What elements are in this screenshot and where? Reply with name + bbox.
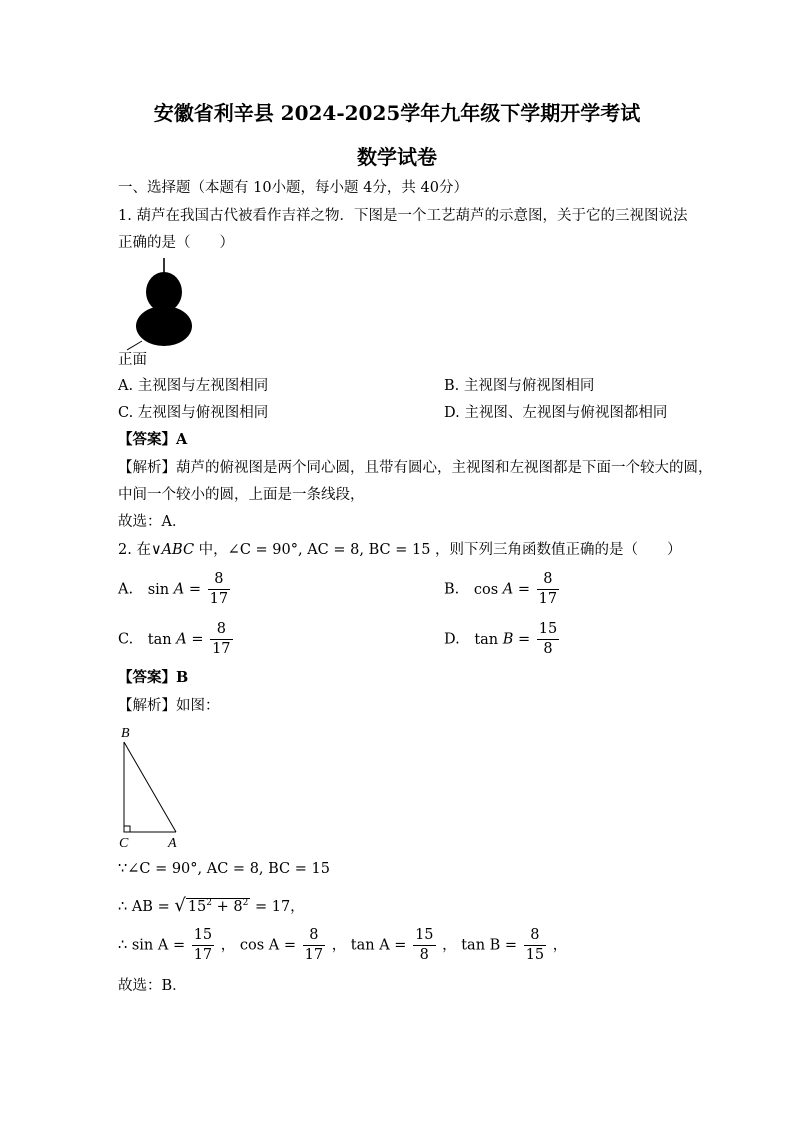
q2-sin-numerator: 15: [192, 926, 214, 946]
q2-tan-b-denominator: 15: [525, 947, 545, 963]
page-subtitle: 数学试卷: [357, 145, 437, 169]
page-title: 安徽省利辛县 2024-2025学年九年级下学期开学考试: [153, 101, 641, 125]
q2-tan-b-numerator: 8: [524, 926, 546, 946]
q1-option-d: D. 主视图、左视图与俯视图都相同: [444, 405, 668, 421]
q2-option-b-numerator: 8: [537, 570, 559, 590]
q2-stem-triangle: ABC: [161, 542, 195, 558]
q2-results-end: ，: [552, 937, 568, 954]
q2-stem-conditions: 中，∠C = 90°, AC = 8, BC = 15: [194, 542, 431, 558]
vertex-c-label: C: [119, 836, 129, 850]
q2-option-b-var: A: [502, 581, 514, 598]
q2-answer: 【答案】B: [118, 669, 189, 686]
q2-option-c-var: A: [176, 631, 187, 648]
q2-cos-label: ， cos A =: [220, 937, 297, 954]
q2-option-d: D. tan B = $\frac{15}{8}$: [444, 621, 558, 657]
q2-ab-exp1: 2: [206, 898, 213, 908]
q2-option-a-var: A: [173, 581, 185, 598]
q2-option-a-denominator: 17: [209, 591, 229, 607]
q2-option-b: B. cos A = $\frac{8}{17}$: [444, 571, 558, 607]
q2-cos-denominator: 17: [304, 947, 324, 963]
q2-option-b-denominator: 17: [538, 591, 558, 607]
q2-analysis: 【解析】如图：: [118, 698, 220, 714]
q2-tan-a-label: ， tan A =: [331, 937, 407, 954]
right-triangle-figure: [112, 722, 192, 850]
q2-option-c-numerator: 8: [210, 620, 232, 640]
front-view-label: 正面: [118, 352, 147, 368]
q1-stem-line1: 1. 葫芦在我国古代被看作吉祥之物．下图是一个工艺葫芦的示意图，关于它的三视图说法: [118, 208, 688, 224]
q2-option-a: A. sin A = $\frac{8}{17}$: [118, 571, 229, 607]
q1-stem-line2: 正确的是（ ）: [118, 235, 234, 251]
q1-analysis-line1: 【解析】葫芦的俯视图是两个同心圆，且带有圆心，主视图和左视图都是下面一个较大的圆，: [118, 460, 713, 476]
q2-option-d-label: D.: [444, 631, 460, 648]
triangle-side-ab: [124, 742, 176, 832]
section-heading: 一、选择题（本题有 10小题，每小题 4分，共 40分）: [118, 180, 468, 196]
q2-ab-result: = 17，: [250, 898, 305, 915]
q1-conclusion: 故选：A．: [118, 514, 187, 530]
q2-stem: [118, 540, 682, 560]
q2-ab-exp2: 2: [242, 898, 249, 908]
vertex-a-label: A: [168, 836, 177, 850]
q2-option-d-var: B: [502, 631, 514, 648]
q2-ab-prefix: ∴ AB =: [118, 898, 175, 915]
q2-ab-calc: ∴ AB = √ $15^2 + 8^2 = 17$，: [118, 894, 305, 916]
q2-results: [118, 926, 567, 965]
q2-option-d-denominator: 8: [543, 641, 553, 657]
q2-ab-base1: 15: [187, 898, 207, 915]
q2-option-d-numerator: 15: [537, 620, 559, 640]
vertex-b-label: B: [121, 726, 130, 741]
q2-option-c-denominator: 17: [212, 641, 231, 657]
q2-tan-a-denominator: 8: [419, 947, 429, 963]
q2-option-a-label: A.: [118, 581, 134, 598]
q2-option-a-fn: sin: [147, 581, 170, 598]
q2-stem-suffix: ，则下列三角函数值正确的是（ ）: [430, 542, 682, 558]
q2-ab-base2: 8: [233, 898, 243, 915]
q2-ab-plus: +: [212, 898, 234, 915]
gourd-figure: [115, 258, 205, 353]
q2-sin-label: ∴ sin A =: [118, 937, 186, 954]
q2-given: ∵∠C = 90°, AC = 8, BC = 15: [118, 861, 330, 877]
q1-option-c: C. 左视图与俯视图相同: [118, 405, 269, 421]
q2-conclusion: 故选：B．: [118, 978, 187, 994]
q2-option-d-fn: tan: [474, 631, 499, 648]
q1-option-a: A. 主视图与左视图相同: [118, 378, 269, 394]
right-angle-mark: [124, 826, 130, 832]
q2-sin-denominator: 17: [193, 947, 213, 963]
q2-option-c: C. tan A = $\frac{8}{17}$: [118, 621, 231, 657]
q1-analysis-line2: 中间一个较小的圆，上面是一条线段，: [118, 487, 365, 503]
q2-stem-prefix: 2. 在∨: [118, 542, 162, 558]
q2-tan-b-label: ， tan B =: [442, 937, 518, 954]
q2-option-b-label: B.: [444, 581, 460, 598]
q2-option-b-fn: cos: [473, 581, 499, 598]
q1-answer: 【答案】A: [118, 431, 188, 448]
q2-option-c-label: C.: [118, 631, 134, 648]
q2-tan-a-numerator: 15: [413, 926, 435, 946]
q2-option-a-numerator: 8: [208, 570, 230, 590]
q1-option-b: B. 主视图与俯视图相同: [444, 378, 595, 394]
q2-option-c-fn: tan: [147, 631, 172, 648]
q2-cos-numerator: 8: [303, 926, 325, 946]
